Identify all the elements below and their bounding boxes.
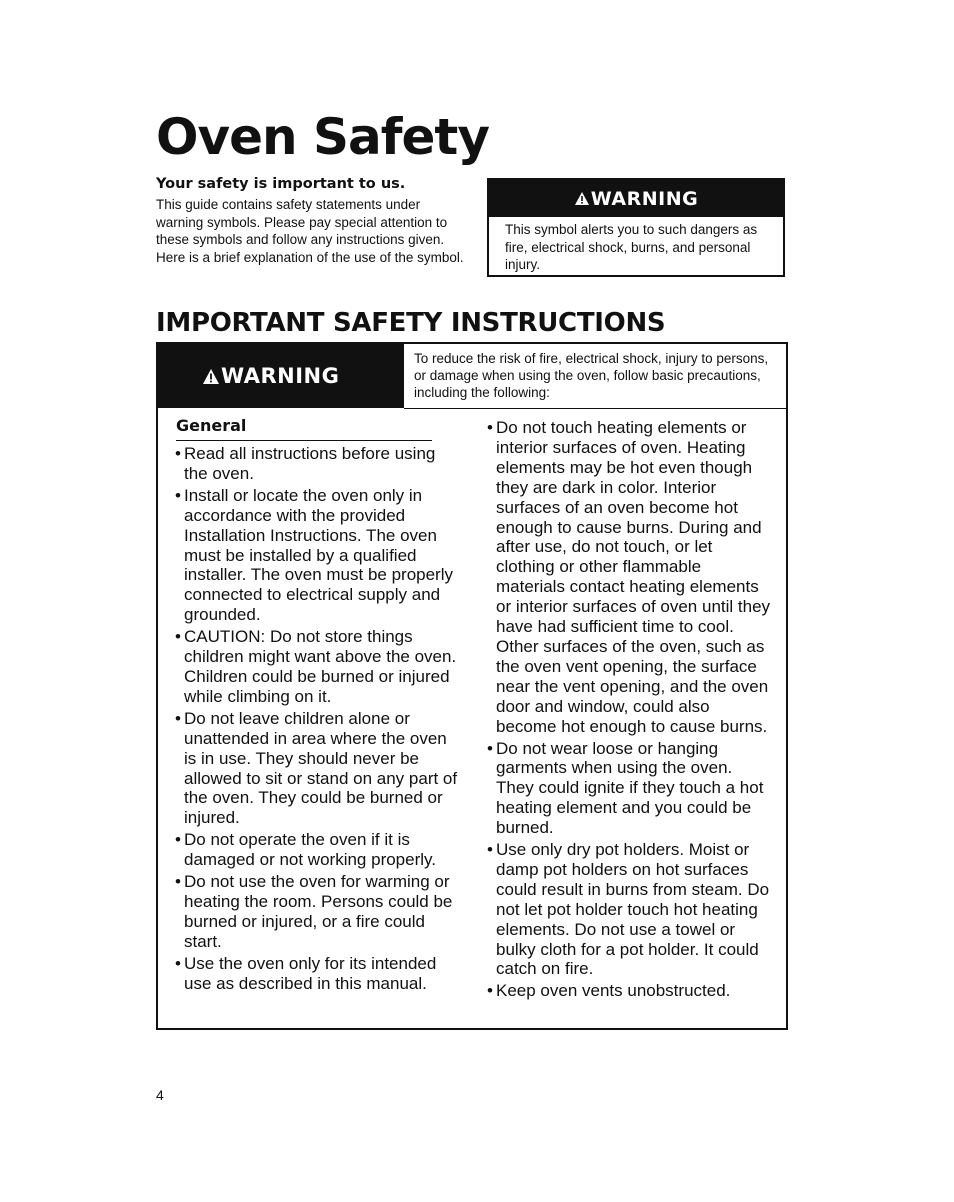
list-item: • Use the oven only for its intended use as described in this manual. <box>176 954 461 994</box>
warning-triangle-icon <box>202 368 220 385</box>
list-item: • Keep oven vents unobstructed. <box>488 981 773 1001</box>
main-warning-label-bar <box>158 344 404 408</box>
list-item: • Do not leave children alone or unattended in area where the oven is in use. They should never be allowed to sit or stand on any part of the oven. They could be burned or injured. <box>176 709 461 828</box>
general-list-left <box>176 444 461 995</box>
list-item: • Do not operate the oven if it is damaged or not working properly. <box>176 830 461 870</box>
list-item: • Use only dry pot holders. Moist or damp pot holders on hot surfaces could result in burns from steam. Do not let pot holder touch hot heating elements. Do not use a towel or bulky cloth for a pot holder. It could catch on fire. <box>488 840 773 979</box>
list-item: • Do not touch heating elements or interior surfaces of oven. Heating elements may be hot even though they are dark in color. Interior surfaces of an oven become hot enough to cause burns. During and after use, do not touch, or let clothing or other flammable materials contact heating elements or interior surfaces of oven until they have had sufficient time to cool. Other surfaces of the oven, such as the oven vent opening, the surface near the vent opening, and the oven door and window, could also become hot enough to cause burns. <box>488 418 773 737</box>
section-heading: IMPORTANT SAFETY INSTRUCTIONS <box>156 308 666 338</box>
intro-warning-box <box>487 178 785 277</box>
warning-triangle-icon <box>574 191 590 206</box>
intro-warning-label: WARNING <box>590 187 699 210</box>
main-warning-text: To reduce the risk of fire, electrical shock, injury to persons, or damage when using the oven, follow basic precautions, including the following: <box>414 351 769 400</box>
list-item: • Read all instructions before using the oven. <box>176 444 461 484</box>
list-item: • Do not use the oven for warming or heating the room. Persons could be burned or injured, or a fire could start. <box>176 872 461 952</box>
general-divider <box>176 440 432 441</box>
main-warning-label: WARNING <box>221 364 340 388</box>
list-item: • Install or locate the oven only in accordance with the provided Installation Instructions. The oven must be installed by a qualified installer. The oven must be properly connected to electrical supply and grounded. <box>176 486 461 625</box>
safety-instructions-box <box>156 342 788 1030</box>
intro-warning-text: This symbol alerts you to such dangers as fire, electrical shock, burns, and personal injury. <box>505 222 758 273</box>
page-title: Oven Safety <box>156 108 489 166</box>
general-heading: General <box>176 416 247 435</box>
intro-text: This guide contains safety statements under warning symbols. Please pay special attention to these symbols and follow any instructions given. Here is a brief explanation of the use of the symbol. <box>156 197 464 265</box>
general-list-right <box>488 418 773 1003</box>
list-item: • Do not wear loose or hanging garments when using the oven. They could ignite if they touch a hot heating element and you could be burned. <box>488 739 773 839</box>
intro-warning-label-bar <box>489 180 783 217</box>
page-number: 4 <box>156 1087 164 1103</box>
divider <box>404 408 786 409</box>
list-item: • CAUTION: Do not store things children might want above the oven. Children could be burned or injured while climbing on it. <box>176 627 461 707</box>
intro-heading: Your safety is important to us. <box>156 176 406 192</box>
